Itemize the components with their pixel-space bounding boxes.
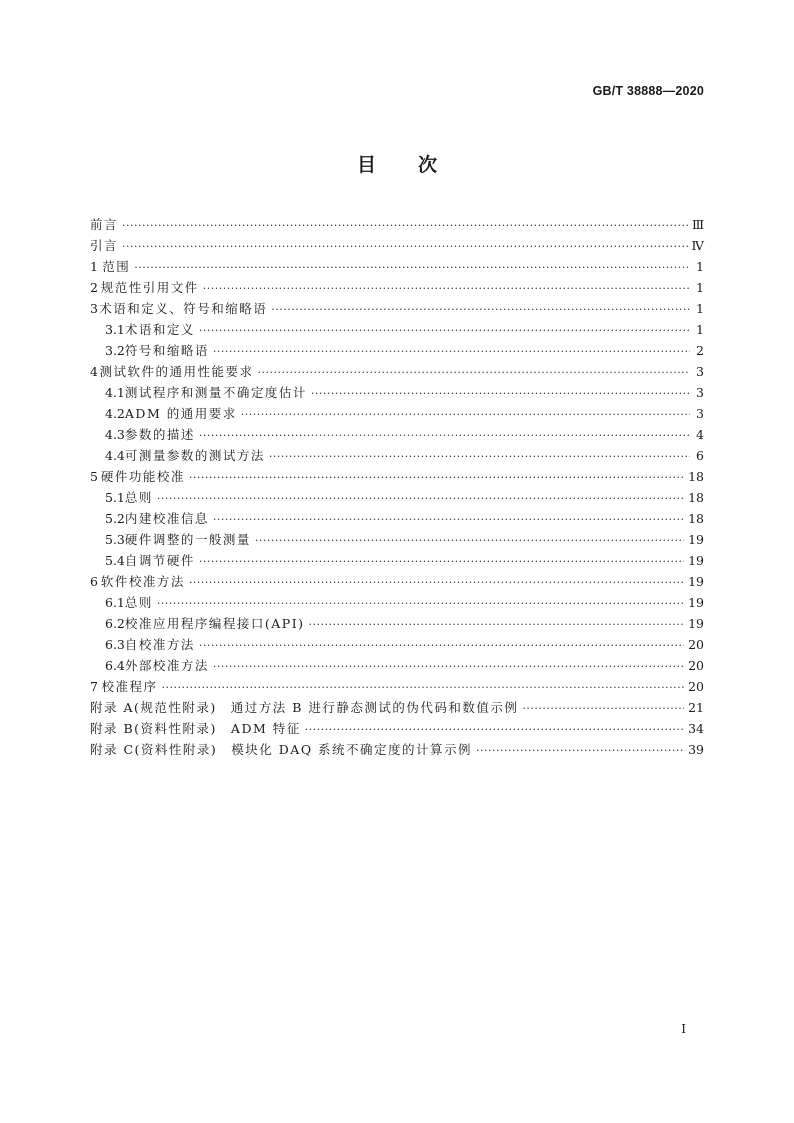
toc-entry[interactable] (90, 361, 704, 382)
toc-entry-title: 引言 (90, 238, 119, 253)
dot-leader (213, 509, 684, 530)
dot-leader (157, 488, 684, 509)
toc-entry-number: 6 (90, 574, 98, 589)
toc-entry-title: 总则 (124, 595, 153, 610)
toc-entry-title: 自校准方法 (124, 637, 195, 652)
toc-entry-page: 1 (696, 280, 704, 295)
toc-entry-page: 1 (696, 259, 704, 274)
dot-leader (157, 593, 684, 614)
toc-entry-page: 20 (688, 679, 704, 694)
toc-entry[interactable] (90, 466, 704, 487)
toc-entry[interactable] (90, 697, 704, 718)
toc-entry-number: 4.4 (105, 448, 125, 463)
toc-entry-page: Ⅳ (691, 238, 704, 253)
toc-entry-number: 6.3 (105, 637, 125, 652)
toc-entry[interactable] (90, 739, 704, 760)
title-part-1: 目 (356, 154, 376, 176)
toc-entry[interactable] (90, 613, 704, 634)
toc-entry-page: 19 (688, 595, 704, 610)
toc-entry-number: 6.4 (105, 658, 125, 673)
dot-leader (189, 467, 684, 488)
toc-entry-number: 5 (90, 469, 98, 484)
toc-entry-page: 1 (696, 301, 704, 316)
toc-entry[interactable] (90, 718, 704, 739)
dot-leader (122, 215, 688, 236)
dot-leader (476, 740, 684, 761)
toc-entry-page: 6 (696, 448, 704, 463)
toc-entry[interactable] (90, 340, 704, 361)
toc-entry[interactable] (90, 403, 704, 424)
toc-entry-page: 19 (688, 574, 704, 589)
toc-entry-number: 3 (90, 301, 98, 316)
toc-entry-number: 4.1 (105, 385, 125, 400)
toc-entry[interactable] (90, 235, 704, 256)
dot-leader (213, 656, 684, 677)
toc-entry-title: 参数的描述 (124, 427, 195, 442)
dot-leader (162, 677, 685, 698)
dot-leader (134, 257, 690, 278)
toc-entry-page: 20 (688, 637, 704, 652)
toc-entry-title: 附录 C(资料性附录) 模块化 DAQ 系统不确定度的计算示例 (90, 742, 473, 757)
dot-leader (189, 572, 684, 593)
toc-entry-title: 前言 (90, 217, 119, 232)
toc-entry-page: 39 (688, 742, 704, 757)
toc-entry-page: 1 (696, 322, 704, 337)
toc-entry-title: 附录 B(资料性附录) ADM 特征 (90, 721, 301, 736)
toc-entry-title: 校准应用程序编程接口(API) (124, 616, 305, 631)
toc-entry-title: 内建校准信息 (124, 511, 209, 526)
dot-leader (199, 425, 690, 446)
toc-entry-page: 20 (688, 658, 704, 673)
toc-entry[interactable] (90, 655, 704, 676)
toc-entry-page: 18 (688, 490, 704, 505)
dot-leader (199, 320, 690, 341)
toc-entry-page: 3 (696, 406, 704, 421)
page-title (0, 150, 794, 177)
toc-entry-title: 测试软件的通用性能要求 (99, 364, 254, 379)
toc-entry[interactable] (90, 445, 704, 466)
dot-leader (522, 698, 684, 719)
toc-entry[interactable] (90, 676, 704, 697)
toc-entry[interactable] (90, 319, 704, 340)
toc-entry-number: 5.1 (105, 490, 125, 505)
dot-leader (203, 278, 690, 299)
toc-entry-number: 5.4 (105, 553, 125, 568)
toc-entry-title: 硬件功能校准 (100, 469, 185, 484)
toc-entry-page: 3 (696, 364, 704, 379)
toc-entry-number: 4 (90, 364, 98, 379)
dot-leader (258, 362, 690, 383)
toc-entry-page: 3 (696, 385, 704, 400)
toc-entry[interactable] (90, 298, 704, 319)
toc-entry-page: 18 (688, 511, 704, 526)
page-number: I (681, 1022, 686, 1036)
toc-entry-page: 34 (688, 721, 704, 736)
toc-entry-number: 7 (90, 679, 98, 694)
toc-entry-page: 21 (688, 700, 704, 715)
toc-entry-title: 外部校准方法 (124, 658, 209, 673)
toc-entry-number: 6.1 (105, 595, 125, 610)
toc-entry-page: 4 (696, 427, 704, 442)
toc-entry-number: 4.2 (105, 406, 125, 421)
dot-leader (199, 635, 684, 656)
toc-entry-title: 附录 A(规范性附录) 通过方法 B 进行静态测试的伪代码和数值示例 (90, 700, 519, 715)
toc-entry[interactable] (90, 592, 704, 613)
toc-entry[interactable] (90, 256, 704, 277)
toc-entry-number: 1 (90, 259, 98, 274)
toc-entry-number: 3.2 (105, 343, 125, 358)
toc-entry-title: 软件校准方法 (100, 574, 185, 589)
toc-entry-title: 术语和定义、符号和缩略语 (99, 301, 268, 316)
toc-entry-number: 2 (90, 280, 98, 295)
toc-entry[interactable] (90, 487, 704, 508)
toc-entry-title: 规范性引用文件 (100, 280, 199, 295)
toc-entry-number: 4.3 (105, 427, 125, 442)
toc-entry-page: 19 (688, 553, 704, 568)
toc-entry-title: 自调节硬件 (124, 553, 195, 568)
toc-entry[interactable] (90, 424, 704, 445)
dot-leader (122, 236, 687, 257)
toc-entry[interactable] (90, 550, 704, 571)
toc-entry-title: ADM 的通用要求 (124, 406, 237, 421)
toc-entry-number: 5.3 (105, 532, 125, 547)
dot-leader (309, 614, 685, 635)
dot-leader (305, 719, 684, 740)
toc-entry-title: 总则 (124, 490, 153, 505)
toc-entry-page: Ⅲ (691, 217, 704, 232)
dot-leader (271, 299, 690, 320)
toc-entry-number: 6.2 (105, 616, 125, 631)
toc-entry[interactable] (90, 277, 704, 298)
toc-entry-page: 19 (688, 532, 704, 547)
toc-entry-page: 2 (696, 343, 704, 358)
toc-entry-page: 18 (688, 469, 704, 484)
dot-leader (311, 383, 690, 404)
toc-entry[interactable] (90, 529, 704, 550)
toc-entry[interactable] (90, 382, 704, 403)
toc-entry-title: 符号和缩略语 (124, 343, 209, 358)
toc-entry-title: 校准程序 (101, 679, 158, 694)
table-of-contents (90, 214, 704, 760)
toc-entry[interactable] (90, 634, 704, 655)
toc-entry-title: 可测量参数的测试方法 (124, 448, 265, 463)
dot-leader (199, 551, 684, 572)
toc-entry-title: 范围 (102, 259, 131, 274)
toc-entry[interactable] (90, 214, 704, 235)
toc-entry-page: 19 (688, 616, 704, 631)
title-part-2: 次 (418, 154, 438, 176)
toc-entry[interactable] (90, 571, 704, 592)
dot-leader (213, 341, 690, 362)
toc-entry-title: 测试程序和测量不确定度估计 (124, 385, 307, 400)
toc-entry-number: 3.1 (105, 322, 125, 337)
dot-leader (255, 530, 684, 551)
toc-entry[interactable] (90, 508, 704, 529)
toc-entry-number: 5.2 (105, 511, 125, 526)
dot-leader (241, 404, 690, 425)
toc-entry-title: 术语和定义 (124, 322, 195, 337)
dot-leader (269, 446, 690, 467)
toc-entry-title: 硬件调整的一般测量 (124, 532, 251, 547)
standard-code: GB/T 38888—2020 (592, 84, 704, 98)
